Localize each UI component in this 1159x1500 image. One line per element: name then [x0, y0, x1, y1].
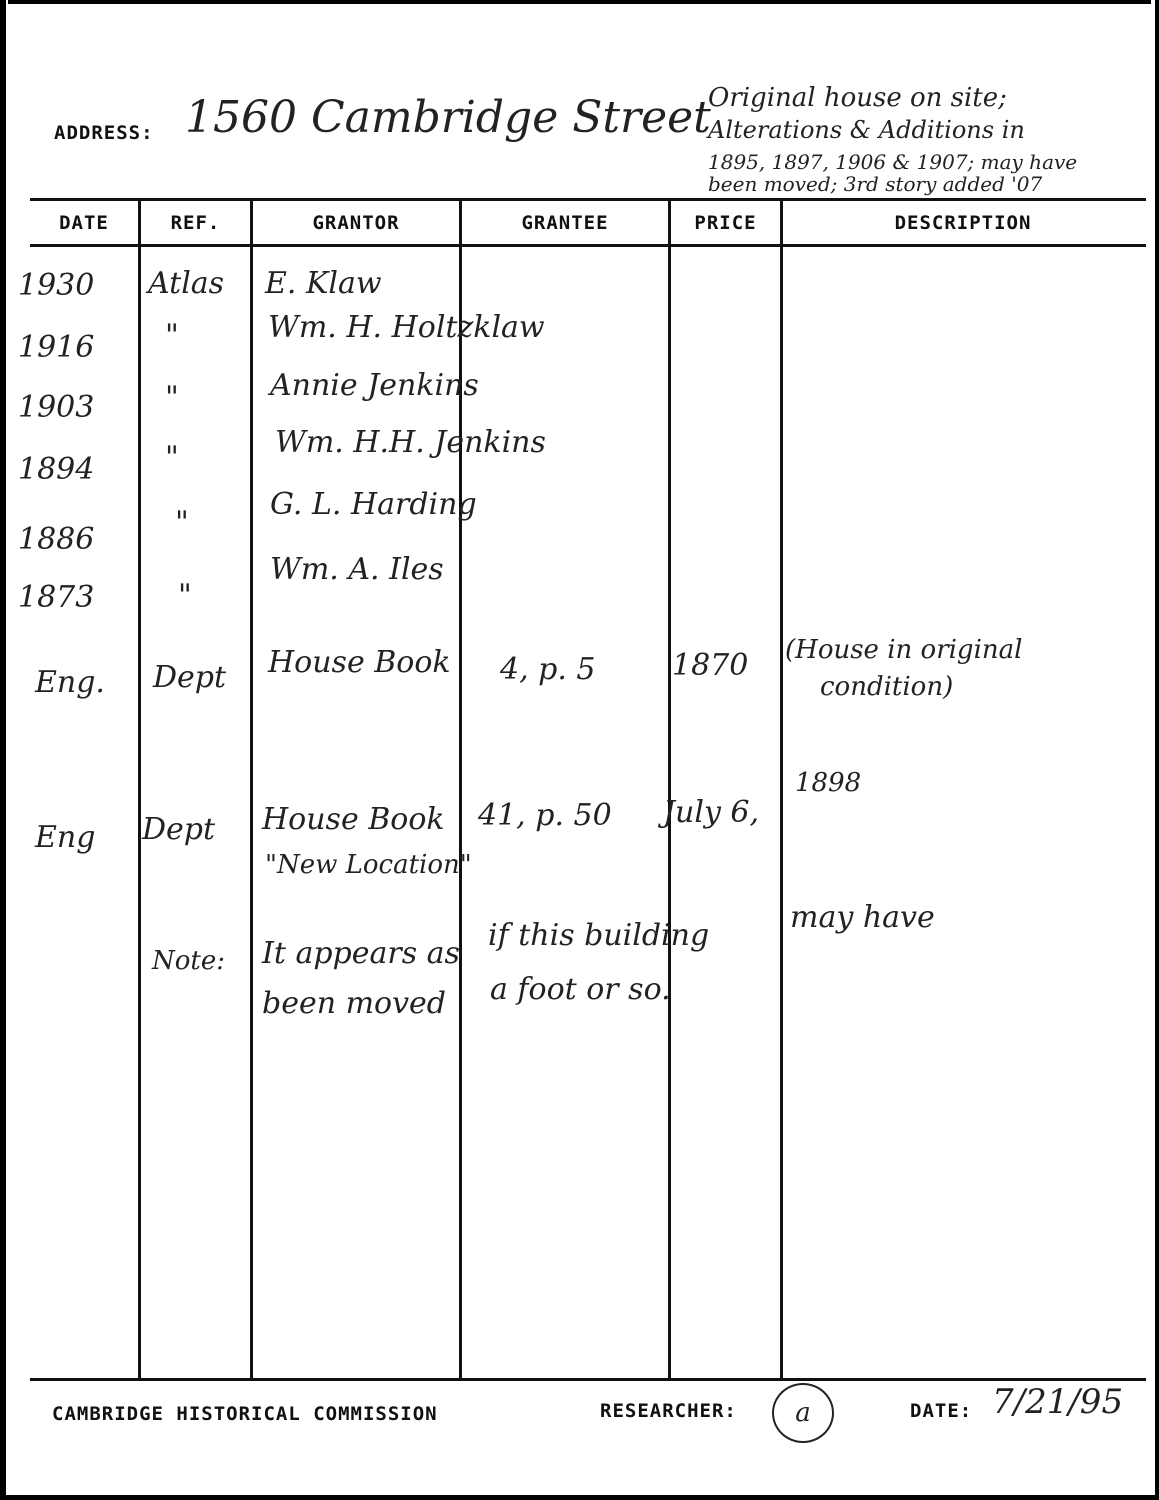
- record-ref: ": [178, 578, 192, 613]
- eng-entry-ref: Dept: [142, 812, 216, 847]
- column-divider-grantee-price: [668, 198, 671, 1381]
- eng-entry-description: 1898: [795, 768, 862, 798]
- footer-organization: CAMBRIDGE HISTORICAL COMMISSION: [52, 1403, 438, 1425]
- record-grantor: G. L. Harding: [270, 487, 477, 522]
- record-date: 1894: [18, 452, 95, 487]
- record-grantor: Annie Jenkins: [270, 368, 479, 403]
- researcher-initial-circle: [772, 1383, 834, 1443]
- note-line-2a: been moved: [262, 986, 446, 1021]
- researcher-initial: a: [795, 1398, 811, 1428]
- page-border-top: [8, 0, 1151, 4]
- table-top-rule: [30, 198, 1146, 201]
- eng-entry-grantee: 41, p. 50: [478, 798, 612, 833]
- column-header-grantee: GRANTEE: [521, 212, 609, 234]
- record-ref: ": [165, 440, 179, 475]
- note-line-1a: It appears as: [262, 936, 460, 971]
- eng-entry-date: Eng: [35, 820, 96, 855]
- column-header-ref: REF.: [170, 212, 221, 234]
- note-line-1c: may have: [790, 900, 935, 935]
- record-date: 1886: [18, 522, 95, 557]
- record-ref: Atlas: [148, 266, 225, 301]
- record-grantor: E. Klaw: [265, 266, 382, 301]
- eng-entry-grantor: House Book: [268, 645, 451, 680]
- page-border-left: [0, 0, 6, 1500]
- note-line-2b: a foot or so.: [490, 972, 671, 1007]
- note-line-1b: if this building: [488, 918, 710, 953]
- eng-entry-grantee: 4, p. 5: [500, 652, 596, 687]
- page-border-right: [1155, 0, 1159, 1500]
- record-ref: ": [165, 380, 179, 415]
- address-note-line-3: 1895, 1897, 1906 & 1907; may have: [708, 150, 1078, 174]
- column-header-price: PRICE: [694, 212, 757, 234]
- record-grantor: Wm. H.H. Jenkins: [275, 425, 546, 460]
- column-header-description: DESCRIPTION: [894, 212, 1032, 234]
- note-label: Note:: [152, 946, 225, 976]
- eng-entry-description-line-1: (House in original: [785, 635, 1023, 665]
- address-note-line-2: Alterations & Additions in: [708, 116, 1025, 144]
- eng-entry-price: July 6,: [663, 795, 760, 830]
- table-header-rule: [30, 244, 1146, 247]
- record-grantor: Wm. H. Holtzklaw: [268, 310, 545, 345]
- address-note-line-1: Original house on site;: [708, 83, 1007, 113]
- record-grantor: Wm. A. Iles: [270, 552, 444, 587]
- record-date: 1930: [18, 268, 95, 303]
- page-border-bottom: [0, 1495, 1159, 1500]
- eng-entry-grantor: House Book: [262, 802, 445, 837]
- date-label: DATE:: [910, 1400, 973, 1422]
- record-date: 1873: [18, 580, 95, 615]
- column-header-date: DATE: [59, 212, 109, 234]
- eng-entry-ref: Dept: [153, 660, 227, 695]
- column-divider-ref-grantor: [250, 198, 253, 1381]
- record-date: 1903: [18, 390, 95, 425]
- address-label: ADDRESS:: [54, 122, 154, 144]
- researcher-label: RESEARCHER:: [600, 1400, 737, 1422]
- eng-entry-grantor-line-2: "New Location": [265, 850, 472, 880]
- record-ref: ": [165, 318, 179, 353]
- eng-entry-price: 1870: [672, 648, 749, 683]
- eng-entry-date: Eng.: [35, 665, 105, 700]
- record-date: 1916: [18, 330, 95, 365]
- record-ref: ": [175, 505, 189, 540]
- address-note-line-4: been moved; 3rd story added '07: [708, 172, 1043, 196]
- table-bottom-rule: [30, 1378, 1146, 1381]
- column-divider-price-description: [780, 198, 783, 1381]
- column-divider-date-ref: [138, 198, 141, 1381]
- column-header-grantor: GRANTOR: [312, 212, 400, 234]
- address-value: 1560 Cambridge Street: [185, 92, 711, 143]
- date-value: 7/21/95: [992, 1382, 1124, 1422]
- eng-entry-description-line-2: condition): [820, 672, 954, 702]
